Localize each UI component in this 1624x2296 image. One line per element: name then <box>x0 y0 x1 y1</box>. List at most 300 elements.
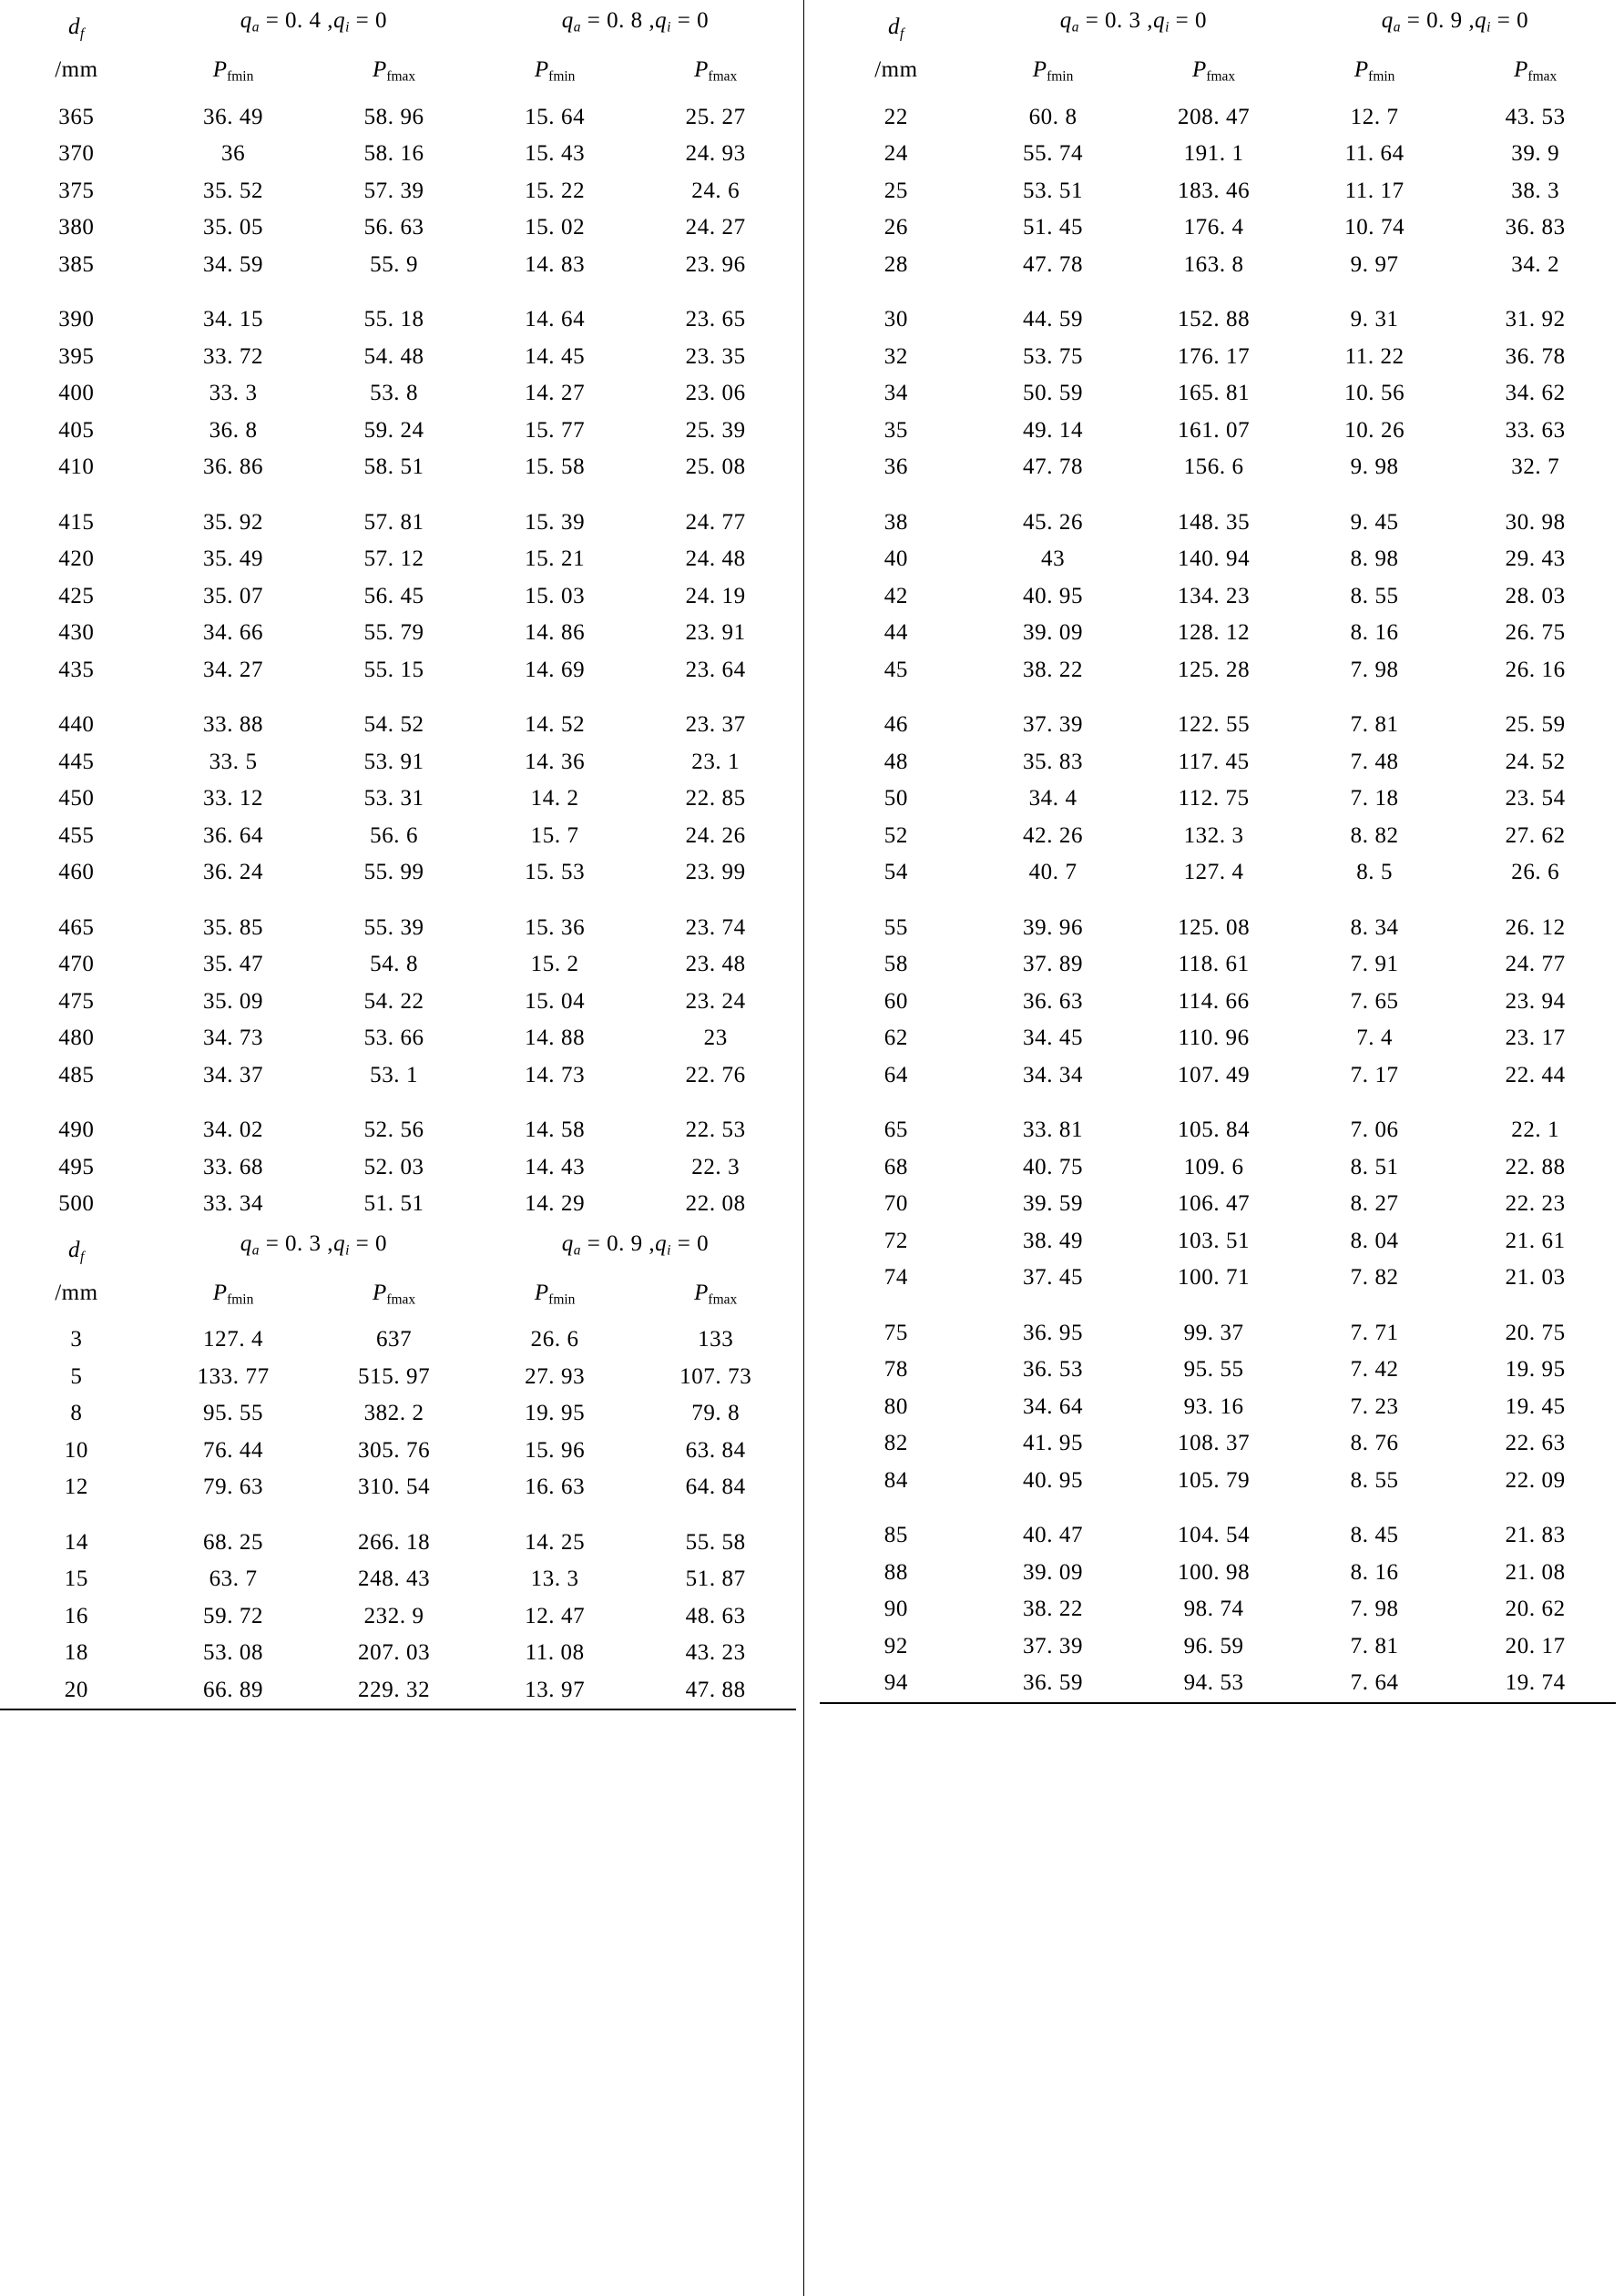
table-row <box>820 1020 1616 1057</box>
cell-pfmax-1: 114. 66 <box>1178 988 1250 1014</box>
table-row <box>0 99 796 137</box>
cell-df: 58 <box>883 952 908 977</box>
cell-pfmin-2: 15. 02 <box>525 215 586 240</box>
cell-pfmin-1: 40. 7 <box>1028 860 1078 885</box>
cell-pfmin-2: 14. 69 <box>525 657 586 682</box>
cell-pfmax-2: 22. 08 <box>685 1191 746 1217</box>
cell-pfmax-1: 232. 9 <box>363 1603 424 1628</box>
cell-pfmax-2: 24. 27 <box>685 215 746 240</box>
cell-df: 365 <box>58 104 95 129</box>
cell-df: 68 <box>883 1154 908 1179</box>
cell-pfmin-2: 19. 95 <box>525 1401 586 1426</box>
cell-pfmin-1: 50. 59 <box>1023 381 1084 406</box>
table-row <box>820 615 1616 652</box>
cell-pfmax-2: 20. 62 <box>1505 1597 1566 1622</box>
header-group-2: $q_a = 0$. 9 $,q_i = 0$ <box>561 1230 710 1258</box>
block-spacer <box>820 486 1616 505</box>
cell-pfmax-2: 26. 75 <box>1505 620 1566 646</box>
cell-pfmin-2: 8. 98 <box>1350 546 1399 572</box>
table-row <box>0 301 796 339</box>
cell-pfmax-1: 55. 15 <box>363 657 424 682</box>
cell-pfmin-2: 15. 36 <box>525 914 586 940</box>
table-row <box>820 1149 1616 1187</box>
cell-pfmin-2: 14. 83 <box>525 251 586 277</box>
cell-pfmax-2: 64. 84 <box>685 1475 746 1500</box>
cell-pfmin-1: 53. 51 <box>1023 178 1084 203</box>
cell-pfmax-1: 99. 37 <box>1183 1320 1244 1345</box>
table-row <box>820 1223 1616 1260</box>
table-row <box>820 984 1616 1021</box>
table-row <box>0 1321 796 1359</box>
cell-df: 410 <box>58 454 95 480</box>
cell-pfmax-2: 24. 77 <box>685 509 746 535</box>
table-row <box>820 818 1616 855</box>
table-row <box>0 578 796 616</box>
cell-df: 82 <box>883 1431 908 1456</box>
cell-df: 470 <box>58 952 95 977</box>
cell-df: 94 <box>820 1665 973 1703</box>
cell-pfmax-1: 108. 37 <box>1178 1431 1251 1456</box>
cell-pfmin-1: 53. 75 <box>1023 343 1084 369</box>
cell-df: 34 <box>883 381 908 406</box>
cell-pfmax-1: 93. 16 <box>1183 1393 1244 1419</box>
cell-pfmin-2: 14. 25 <box>525 1529 586 1555</box>
cell-pfmax-1: 148. 35 <box>1178 509 1251 535</box>
table-row <box>820 339 1616 376</box>
cell-pfmin-2: 10. 74 <box>1344 215 1405 240</box>
cell-df: 460 <box>58 860 95 885</box>
block-spacer <box>0 283 796 301</box>
cell-pfmin-2: 8. 5 <box>1356 860 1394 885</box>
cell-pfmax-1: 56. 45 <box>363 583 424 608</box>
cell-df: 22 <box>883 104 908 129</box>
header-pfmin-1: $P_{fmin}$ <box>212 1280 254 1308</box>
cell-pfmax-2: 26. 12 <box>1505 914 1566 940</box>
cell-pfmax-1: 127. 4 <box>1183 860 1244 885</box>
cell-pfmax-2: 24. 19 <box>685 583 746 608</box>
cell-pfmin-2: 7. 98 <box>1350 657 1399 682</box>
cell-pfmax-1: 100. 98 <box>1178 1559 1251 1585</box>
header-group-1: $q_a = 0$. 4 $,q_i = 0$ <box>240 8 387 36</box>
cell-pfmin-1: 33. 88 <box>203 712 264 738</box>
table-row <box>0 1672 796 1710</box>
cell-pfmin-2: 7. 91 <box>1350 952 1399 977</box>
cell-df: 72 <box>883 1228 908 1253</box>
cell-pfmin-2: 8. 16 <box>1350 1559 1399 1585</box>
cell-df: 24 <box>883 141 908 167</box>
cell-pfmax-2: 34. 62 <box>1505 381 1566 406</box>
table-row <box>0 984 796 1021</box>
cell-df: 430 <box>58 620 95 646</box>
cell-df: 12 <box>64 1475 88 1500</box>
block-spacer <box>0 1506 796 1525</box>
table-row <box>820 1389 1616 1426</box>
table-row <box>0 707 796 744</box>
cell-pfmin-2: 15. 53 <box>525 860 586 885</box>
cell-pfmax-2: 55. 58 <box>685 1529 746 1555</box>
left-upper-table <box>0 0 796 1223</box>
cell-pfmax-1: 107. 49 <box>1178 1062 1251 1087</box>
cell-pfmin-2: 15. 77 <box>525 417 586 443</box>
table-row <box>820 1186 1616 1223</box>
table-row <box>0 1525 796 1562</box>
cell-df: 38 <box>883 509 908 535</box>
cell-df: 78 <box>883 1357 908 1383</box>
cell-pfmin-2: 14. 36 <box>525 749 586 774</box>
cell-pfmin-2: 14. 29 <box>525 1191 586 1217</box>
cell-pfmin-2: 11. 17 <box>1344 178 1404 203</box>
cell-pfmax-1: 128. 12 <box>1178 620 1251 646</box>
cell-pfmax-1: 53. 8 <box>370 381 419 406</box>
cell-pfmin-2: 8. 04 <box>1350 1228 1399 1253</box>
cell-df: 385 <box>58 251 95 277</box>
table-row <box>820 744 1616 781</box>
right-column <box>820 0 1616 2296</box>
cell-pfmax-1: 58. 96 <box>363 104 424 129</box>
cell-pfmax-2: 24. 26 <box>685 822 746 848</box>
cell-pfmax-1: 104. 54 <box>1178 1523 1251 1548</box>
table-row <box>0 1433 796 1470</box>
cell-df: 455 <box>58 822 95 848</box>
cell-pfmax-2: 22. 23 <box>1505 1191 1566 1217</box>
cell-pfmin-2: 8. 82 <box>1350 822 1399 848</box>
header-group-1: $q_a = 0$. 3 $,q_i = 0$ <box>1059 8 1207 36</box>
cell-pfmin-1: 36. 95 <box>1023 1320 1084 1345</box>
cell-df: 88 <box>883 1559 908 1585</box>
cell-df: 370 <box>58 141 95 167</box>
cell-pfmin-2: 15. 03 <box>525 583 586 608</box>
cell-pfmin-1: 36. 63 <box>1023 988 1084 1014</box>
cell-pfmin-1: 38. 49 <box>1023 1228 1084 1253</box>
cell-df: 5 <box>70 1363 83 1389</box>
cell-df: 92 <box>883 1633 908 1658</box>
cell-df: 55 <box>883 914 908 940</box>
cell-pfmax-1: 310. 54 <box>358 1475 431 1500</box>
cell-pfmin-1: 34. 59 <box>203 251 264 277</box>
block-spacer <box>820 1094 1616 1112</box>
table-row <box>0 413 796 450</box>
cell-pfmin-1: 35. 85 <box>203 914 264 940</box>
cell-df: 395 <box>58 343 95 369</box>
cell-pfmin-2: 9. 97 <box>1350 251 1399 277</box>
cell-pfmin-1: 76. 44 <box>203 1437 264 1463</box>
table-row <box>820 1628 1616 1666</box>
cell-pfmin-1: 133. 77 <box>197 1363 270 1389</box>
cell-pfmax-1: 134. 23 <box>1178 583 1251 608</box>
cell-pfmax-2: 22. 63 <box>1505 1431 1566 1456</box>
cell-pfmax-2: 24. 48 <box>685 546 746 572</box>
cell-df: 390 <box>58 307 95 332</box>
cell-df: 450 <box>58 786 95 811</box>
cell-pfmin-1: 55. 74 <box>1023 141 1084 167</box>
header-pfmin-2: $P_{fmin}$ <box>534 57 576 85</box>
cell-pfmax-2: 26. 16 <box>1505 657 1566 682</box>
cell-pfmax-2: 20. 17 <box>1505 1633 1566 1658</box>
cell-pfmin-2: 7. 17 <box>1350 1062 1399 1087</box>
table-row <box>0 173 796 210</box>
cell-df: 405 <box>58 417 95 443</box>
cell-pfmin-1: 39. 09 <box>1023 620 1084 646</box>
block-spacer <box>820 1499 1616 1517</box>
cell-df: 400 <box>58 381 95 406</box>
cell-pfmin-2: 16. 63 <box>525 1475 586 1500</box>
cell-pfmin-2: 14. 43 <box>525 1154 586 1179</box>
table-row <box>0 1112 796 1149</box>
cell-pfmax-1: 53. 31 <box>363 786 424 811</box>
cell-df: 490 <box>58 1117 95 1143</box>
table-row <box>0 781 796 818</box>
cell-pfmin-2: 7. 98 <box>1350 1597 1399 1622</box>
cell-pfmax-1: 98. 74 <box>1183 1597 1244 1622</box>
cell-pfmax-1: 58. 51 <box>363 454 424 480</box>
cell-pfmax-1: 515. 97 <box>358 1363 431 1389</box>
cell-pfmin-1: 33. 34 <box>203 1191 264 1217</box>
cell-pfmax-1: 52. 56 <box>363 1117 424 1143</box>
cell-df: 64 <box>883 1062 908 1087</box>
cell-df: 40 <box>883 546 908 572</box>
cell-pfmin-2: 7. 65 <box>1350 988 1399 1014</box>
table-row <box>0 1598 796 1636</box>
cell-df: 425 <box>58 583 95 608</box>
cell-df: 15 <box>64 1566 88 1592</box>
cell-pfmin-2: 26. 6 <box>530 1327 579 1352</box>
cell-pfmin-1: 34. 27 <box>203 657 264 682</box>
cell-pfmin-2: 11. 08 <box>525 1640 585 1666</box>
table-row <box>820 173 1616 210</box>
table-row <box>0 1057 796 1095</box>
cell-pfmax-1: 57. 12 <box>363 546 424 572</box>
cell-pfmax-2: 25. 27 <box>685 104 746 129</box>
cell-pfmin-1: 49. 14 <box>1023 417 1084 443</box>
cell-df: 10 <box>64 1437 88 1463</box>
right-table <box>820 0 1616 1704</box>
cell-pfmax-2: 51. 87 <box>685 1566 746 1592</box>
cell-pfmin-2: 27. 93 <box>525 1363 586 1389</box>
cell-df: 26 <box>883 215 908 240</box>
cell-pfmin-1: 36. 24 <box>203 860 264 885</box>
cell-pfmax-1: 55. 9 <box>370 251 419 277</box>
cell-pfmax-1: 183. 46 <box>1178 178 1251 203</box>
table-row <box>820 1260 1616 1297</box>
cell-df: 85 <box>883 1523 908 1548</box>
cell-pfmax-1: 161. 07 <box>1178 417 1251 443</box>
cell-pfmax-1: 57. 81 <box>363 509 424 535</box>
cell-pfmax-1: 105. 79 <box>1178 1467 1251 1493</box>
table-row <box>0 946 796 984</box>
block-spacer <box>820 1297 1616 1315</box>
cell-pfmax-1: 156. 6 <box>1183 454 1244 480</box>
cell-pfmax-2: 21. 83 <box>1505 1523 1566 1548</box>
cell-pfmin-2: 15. 96 <box>525 1437 586 1463</box>
cell-pfmin-2: 8. 27 <box>1350 1191 1399 1217</box>
cell-pfmin-1: 37. 39 <box>1023 1633 1084 1658</box>
header-pfmax-1: $P_{fmax}$ <box>1192 57 1236 85</box>
table-row <box>0 505 796 542</box>
table-row <box>820 136 1616 173</box>
table-row <box>820 1112 1616 1149</box>
cell-pfmax-1: 125. 28 <box>1178 657 1251 682</box>
cell-pfmax-2: 23. 91 <box>685 620 746 646</box>
cell-pfmax-1: 191. 1 <box>1183 141 1244 167</box>
block-spacer <box>820 892 1616 910</box>
cell-pfmax-1: 109. 6 <box>1183 1154 1244 1179</box>
cell-df: 42 <box>883 583 908 608</box>
table-row <box>820 449 1616 486</box>
cell-pfmax-2: 31. 92 <box>1505 307 1566 332</box>
header-pfmax-1: $P_{fmax}$ <box>373 1280 416 1308</box>
header-df: $d_f$ /mm <box>55 1237 98 1305</box>
cell-pfmin-2: 15. 39 <box>525 509 586 535</box>
cell-pfmax-2: 23. 94 <box>1505 988 1566 1014</box>
cell-pfmax-1: 140. 94 <box>1178 546 1251 572</box>
table-row <box>0 375 796 413</box>
cell-pfmax-2: 23. 35 <box>685 343 746 369</box>
cell-pfmin-2: 8. 55 <box>1350 1467 1399 1493</box>
cell-pfmax-2: 19. 74 <box>1455 1665 1616 1703</box>
header-pfmax-2: $P_{fmax}$ <box>694 1280 738 1308</box>
cell-pfmin-1: 40. 75 <box>1023 1154 1084 1179</box>
cell-pfmax-1: 163. 8 <box>1183 251 1244 277</box>
cell-pfmax-1: 110. 96 <box>1178 1026 1250 1051</box>
cell-pfmax-2: 79. 8 <box>691 1401 741 1426</box>
table-row <box>0 247 796 284</box>
cell-pfmin-2: 7. 81 <box>1350 712 1399 738</box>
cell-pfmax-1: 96. 59 <box>1183 1633 1244 1658</box>
cell-pfmin-2: 11. 22 <box>1344 343 1404 369</box>
cell-pfmax-1: 208. 47 <box>1178 104 1251 129</box>
header-pfmin-1: $P_{fmin}$ <box>1032 57 1074 85</box>
cell-pfmin-1: 36. 86 <box>203 454 264 480</box>
column-divider <box>803 0 820 2296</box>
cell-df: 74 <box>883 1265 908 1291</box>
table-row <box>820 375 1616 413</box>
table-row <box>820 301 1616 339</box>
cell-pfmin-1: 40. 95 <box>1023 1467 1084 1493</box>
cell-df: 20 <box>0 1672 153 1710</box>
cell-pfmin-1: 40. 95 <box>1023 583 1084 608</box>
cell-pfmin-1: 36. 53 <box>1023 1357 1084 1383</box>
cell-pfmin-2: 7. 42 <box>1350 1357 1399 1383</box>
table-row <box>820 247 1616 284</box>
table-row <box>0 1020 796 1057</box>
cell-pfmin-2: 14. 52 <box>525 712 586 738</box>
cell-pfmin-1: 53. 08 <box>203 1640 264 1666</box>
cell-pfmax-1: 55. 39 <box>363 914 424 940</box>
cell-pfmin-2: 8. 16 <box>1350 620 1399 646</box>
cell-df: 420 <box>58 546 95 572</box>
cell-pfmin-2: 7. 06 <box>1350 1117 1399 1143</box>
cell-df: 18 <box>64 1640 88 1666</box>
cell-pfmin-2: 15. 22 <box>525 178 586 203</box>
cell-pfmax-1: 103. 51 <box>1178 1228 1251 1253</box>
cell-pfmax-1: 112. 75 <box>1178 786 1250 811</box>
cell-pfmax-2: 23. 48 <box>685 952 746 977</box>
cell-df: 50 <box>883 786 908 811</box>
cell-pfmin-1: 127. 4 <box>203 1327 264 1352</box>
cell-pfmin-2: 10. 56 <box>1344 381 1405 406</box>
header-pfmin-2: $P_{fmin}$ <box>534 1280 576 1308</box>
cell-df: 54 <box>883 860 908 885</box>
table-row <box>0 541 796 578</box>
cell-pfmax-2: 43. 53 <box>1505 104 1566 129</box>
cell-pfmax-2: 24. 6 <box>691 178 741 203</box>
cell-pfmax-2: 25. 08 <box>685 454 746 480</box>
cell-df: 70 <box>883 1191 908 1217</box>
cell-pfmax-2: 29. 43 <box>1505 546 1566 572</box>
cell-df: 44 <box>883 620 908 646</box>
cell-df: 415 <box>58 509 95 535</box>
cell-df: 380 <box>58 215 95 240</box>
header-pfmax-2: $P_{fmax}$ <box>694 57 738 85</box>
cell-pfmin-1: 34. 66 <box>203 620 264 646</box>
cell-pfmin-1: 35. 05 <box>203 215 264 240</box>
cell-pfmax-1: 305. 76 <box>358 1437 431 1463</box>
cell-pfmax-1: 53. 66 <box>363 1026 424 1051</box>
cell-pfmin-2: 14. 64 <box>525 307 586 332</box>
cell-df: 480 <box>58 1026 95 1051</box>
cell-pfmin-1: 34. 34 <box>1023 1062 1084 1087</box>
cell-pfmin-2: 8. 51 <box>1350 1154 1399 1179</box>
table-row <box>0 1561 796 1598</box>
cell-pfmax-2: 47. 88 <box>635 1672 796 1710</box>
table-row <box>0 910 796 947</box>
table-row <box>0 339 796 376</box>
cell-pfmax-1: 58. 16 <box>363 141 424 167</box>
cell-pfmin-1: 41. 95 <box>1023 1431 1084 1456</box>
cell-pfmax-2: 22. 85 <box>685 786 746 811</box>
cell-pfmax-2: 23. 64 <box>685 657 746 682</box>
cell-pfmax-1: 94. 53 <box>1133 1665 1294 1703</box>
cell-pfmin-2: 14. 45 <box>525 343 586 369</box>
cell-pfmax-2: 25. 59 <box>1505 712 1566 738</box>
cell-pfmax-2: 36. 78 <box>1505 343 1566 369</box>
cell-pfmin-2: 14. 58 <box>525 1117 586 1143</box>
cell-pfmin-2: 7. 23 <box>1350 1393 1399 1419</box>
cell-pfmax-1: 165. 81 <box>1178 381 1251 406</box>
table-header-row-1 <box>820 0 1616 48</box>
cell-pfmin-2: 7. 64 <box>1294 1665 1455 1703</box>
table-row <box>820 1352 1616 1389</box>
cell-pfmin-1: 35. 52 <box>203 178 264 203</box>
cell-df: 3 <box>70 1327 83 1352</box>
cell-pfmax-2: 63. 84 <box>685 1437 746 1463</box>
cell-pfmin-1: 63. 7 <box>209 1566 258 1592</box>
cell-pfmin-1: 34. 45 <box>1023 1026 1084 1051</box>
cell-pfmin-2: 14. 88 <box>525 1026 586 1051</box>
cell-pfmin-1: 33. 12 <box>203 786 264 811</box>
cell-pfmax-2: 22. 53 <box>685 1117 746 1143</box>
cell-pfmin-1: 37. 39 <box>1023 712 1084 738</box>
cell-df: 30 <box>883 307 908 332</box>
table-row <box>820 946 1616 984</box>
cell-pfmax-2: 39. 9 <box>1511 141 1560 167</box>
cell-pfmin-1: 47. 78 <box>1023 454 1084 480</box>
cell-pfmin-1: 34. 4 <box>1028 786 1078 811</box>
cell-pfmin-2: 9. 31 <box>1350 307 1399 332</box>
cell-df: 90 <box>883 1597 908 1622</box>
cell-df: 435 <box>58 657 95 682</box>
cell-pfmin-1: 43 <box>1040 546 1066 572</box>
cell-pfmin-1: 35. 09 <box>203 988 264 1014</box>
cell-pfmax-1: 266. 18 <box>358 1529 431 1555</box>
table-row <box>820 910 1616 947</box>
cell-pfmin-2: 8. 55 <box>1350 583 1399 608</box>
cell-df: 440 <box>58 712 95 738</box>
cell-pfmin-2: 9. 98 <box>1350 454 1399 480</box>
cell-pfmax-2: 23. 17 <box>1505 1026 1566 1051</box>
cell-pfmax-1: 152. 88 <box>1178 307 1251 332</box>
cell-df: 36 <box>883 454 908 480</box>
